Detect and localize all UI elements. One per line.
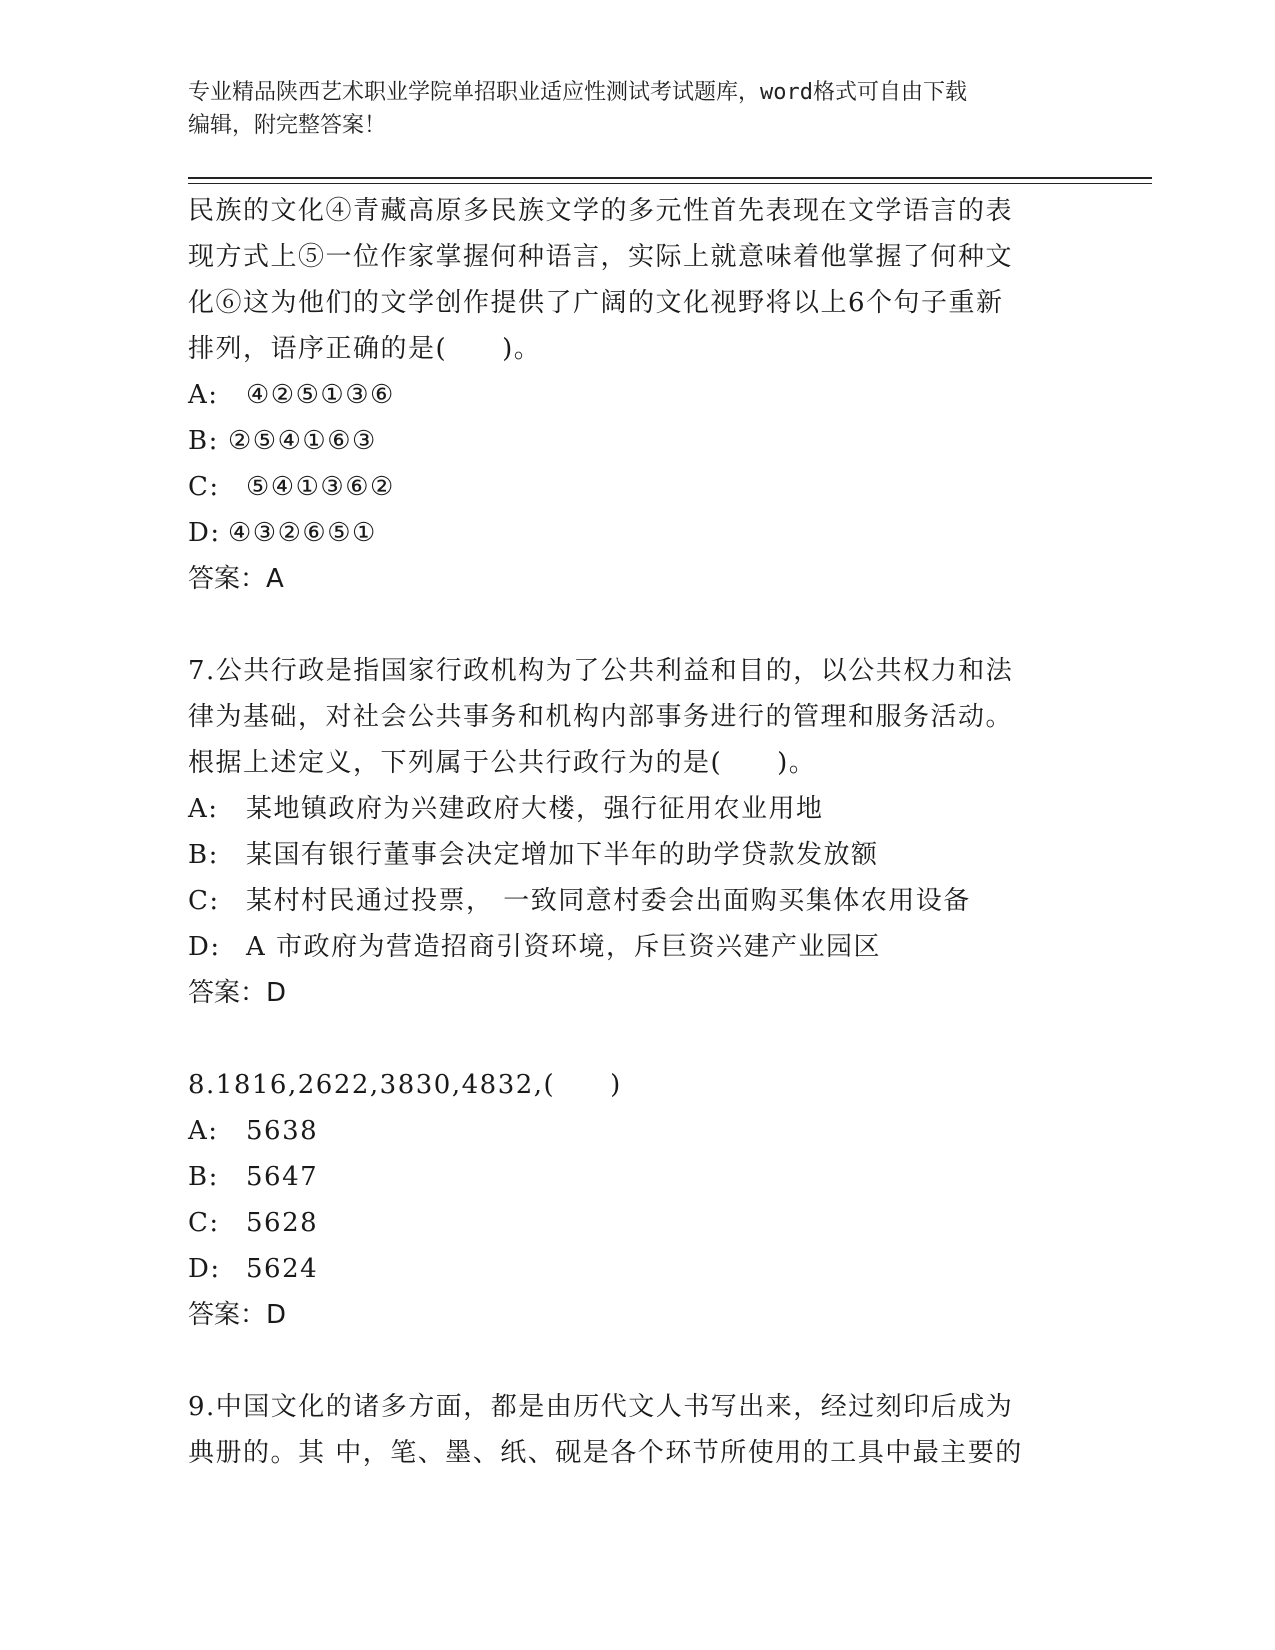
option-b <box>188 418 1088 464</box>
option-b <box>188 1154 1088 1200</box>
question-text-line: 7.公共行政是指国家行政机构为了公共利益和目的，以公共权力和法 <box>188 656 1014 686</box>
option-text: ④②⑤①③⑥ <box>246 380 395 410</box>
option-a <box>188 786 1088 832</box>
spacer <box>188 1016 1088 1062</box>
option-c <box>188 878 1088 924</box>
option-label: B: <box>188 426 219 456</box>
question-9 <box>188 1384 1088 1476</box>
option-a <box>188 1108 1088 1154</box>
option-a <box>188 372 1088 418</box>
option-d <box>188 924 1088 970</box>
option-label: A: <box>188 1116 219 1146</box>
answer-line: 答案：D <box>188 978 287 1008</box>
option-text: 5638 <box>246 1116 319 1146</box>
question-text-line: 典册的。其 中，笔、墨、纸、砚是各个环节所使用的工具中最主要的 <box>188 1438 1023 1468</box>
question-7 <box>188 648 1088 1016</box>
option-text: ②⑤④①⑥③ <box>228 426 377 456</box>
option-label: A: <box>188 794 219 824</box>
option-text: 某国有银行董事会决定增加下半年的助学贷款发放额 <box>246 840 879 870</box>
option-d <box>188 510 1088 556</box>
option-label: D: <box>188 518 221 548</box>
option-text: A 市政府为营造招商引资环境，斥巨资兴建产业园区 <box>246 932 882 962</box>
option-c <box>188 1200 1088 1246</box>
header-rule-thick <box>188 177 1152 179</box>
option-label: C: <box>188 1208 220 1238</box>
question-text-line: 化⑥这为他们的文学创作提供了广阔的文化视野将以上6个句子重新 <box>188 288 1004 318</box>
option-text: 某村村民通过投票， 一致同意村委会出面购买集体农用设备 <box>246 886 971 916</box>
question-text-line: 8.1816,2622,3830,4832,( ) <box>188 1070 622 1100</box>
header-line-1: 专业精品陕西艺术职业学院单招职业适应性测试考试题库，word格式可自由下载 <box>188 80 967 105</box>
option-text: 5647 <box>246 1162 319 1192</box>
answer-line: 答案：A <box>188 564 284 594</box>
question-text-line: 排列，语序正确的是( )。 <box>188 334 542 364</box>
option-text: 5628 <box>246 1208 319 1238</box>
option-label: B: <box>188 840 219 870</box>
question-text-line: 律为基础，对社会公共事务和机构内部事务进行的管理和服务活动。 <box>188 702 1014 732</box>
question-6 <box>188 188 1088 602</box>
option-text: ⑤④①③⑥② <box>246 472 395 502</box>
page-content <box>188 188 1088 1476</box>
option-label: C: <box>188 886 220 916</box>
spacer <box>188 1338 1088 1384</box>
page-header <box>188 76 1068 142</box>
option-b <box>188 832 1088 878</box>
option-label: D: <box>188 1254 221 1284</box>
header-line-2: 编辑，附完整答案！ <box>188 113 387 138</box>
question-text-line: 民族的文化④青藏高原多民族文学的多元性首先表现在文学语言的表 <box>188 196 1014 226</box>
answer-line: 答案：D <box>188 1300 287 1330</box>
question-text-line: 现方式上⑤一位作家掌握何种语言，实际上就意味着他掌握了何种文 <box>188 242 1014 272</box>
question-8 <box>188 1062 1088 1338</box>
question-text-line: 9.中国文化的诸多方面，都是由历代文人书写出来，经过刻印后成为 <box>188 1392 1014 1422</box>
option-d <box>188 1246 1088 1292</box>
option-text: ④③②⑥⑤① <box>228 518 377 548</box>
option-text: 5624 <box>246 1254 319 1284</box>
option-c <box>188 464 1088 510</box>
header-rule-thin <box>188 183 1152 184</box>
option-label: B: <box>188 1162 219 1192</box>
option-label: D: <box>188 932 221 962</box>
option-text: 某地镇政府为兴建政府大楼，强行征用农业用地 <box>246 794 824 824</box>
question-text-line: 根据上述定义，下列属于公共行政行为的是( )。 <box>188 748 817 778</box>
spacer <box>188 602 1088 648</box>
option-label: C: <box>188 472 220 502</box>
option-label: A: <box>188 380 219 410</box>
